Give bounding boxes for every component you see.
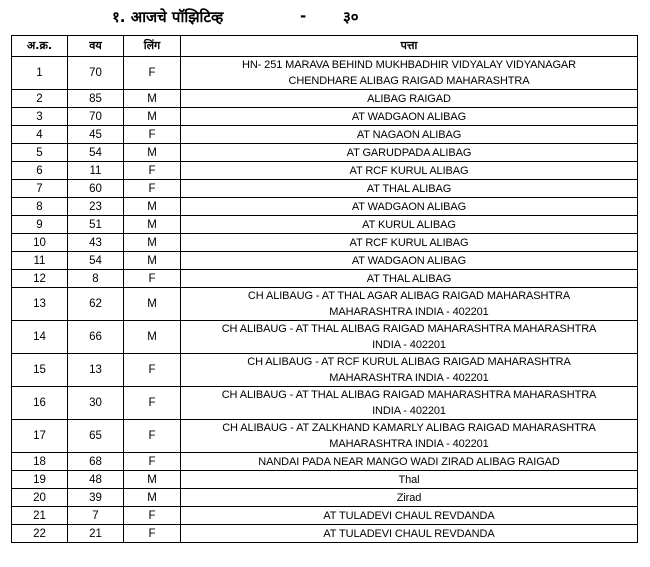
address-line: CH ALIBAUG - AT THAL ALIBAG RAIGAD MAHARASHTRA MAHARASHTRA [221, 323, 597, 335]
cell-address [181, 234, 638, 252]
address-line: ALIBAG RAIGAD [367, 92, 451, 105]
table-row [12, 525, 638, 543]
header-address: पत्ता [181, 36, 638, 57]
table-row [12, 252, 638, 270]
table-row [12, 453, 638, 471]
cell-gender: M [124, 108, 181, 126]
cell-gender: F [124, 162, 181, 180]
cell-gender: M [124, 234, 181, 252]
table-row [12, 471, 638, 489]
header-serial-no: अ.क्र. [12, 36, 68, 57]
cell-address [181, 525, 638, 543]
address-line: MAHARASHTRA INDIA - 402201 [329, 438, 489, 450]
address-line: AT RCF KURUL ALIBAG [349, 164, 469, 177]
heading-count: ३० [343, 8, 359, 26]
cell-gender: F [124, 525, 181, 543]
cell-age: 45 [68, 126, 124, 144]
cell-age: 65 [68, 420, 124, 453]
cell-age: 68 [68, 453, 124, 471]
cell-address [181, 321, 638, 354]
address-line: AT WADGAON ALIBAG [351, 200, 467, 213]
cell-address [181, 288, 638, 321]
cell-gender: F [124, 507, 181, 525]
table-row [12, 420, 638, 453]
cell-age: 54 [68, 144, 124, 162]
table-row [12, 108, 638, 126]
cell-address [181, 108, 638, 126]
table-row [12, 489, 638, 507]
heading-separator: - [300, 7, 307, 25]
heading-title: १. आजचे पॉझिटिव्ह [112, 8, 224, 26]
cell-serial-no: 12 [12, 270, 68, 288]
cell-gender: M [124, 288, 181, 321]
cell-gender: M [124, 216, 181, 234]
cell-age: 11 [68, 162, 124, 180]
table-row [12, 288, 638, 321]
cell-serial-no: 7 [12, 180, 68, 198]
cell-gender: F [124, 180, 181, 198]
table-row [12, 387, 638, 420]
cell-serial-no: 2 [12, 90, 68, 108]
cell-address [181, 216, 638, 234]
cell-age: 48 [68, 471, 124, 489]
cell-age: 30 [68, 387, 124, 420]
cell-address [181, 453, 638, 471]
cell-address [181, 126, 638, 144]
address-line: AT RCF KURUL ALIBAG [349, 236, 469, 249]
cell-address [181, 57, 638, 90]
cell-gender: F [124, 354, 181, 387]
cell-serial-no: 4 [12, 126, 68, 144]
cell-address [181, 354, 638, 387]
address-line: INDIA - 402201 [372, 405, 446, 417]
cell-gender: F [124, 387, 181, 420]
address-line: Thal [398, 473, 420, 486]
address-line: NANDAI PADA NEAR MANGO WADI ZIRAD ALIBAG RAIGAD [258, 455, 560, 468]
cell-age: 54 [68, 252, 124, 270]
table-row [12, 126, 638, 144]
cell-serial-no: 13 [12, 288, 68, 321]
address-line: CHENDHARE ALIBAG RAIGAD MAHARASHTRA [288, 75, 530, 87]
cell-age: 85 [68, 90, 124, 108]
table-header-row [12, 36, 638, 57]
address-line: AT WADGAON ALIBAG [351, 254, 467, 267]
address-line: AT NAGAON ALIBAG [356, 128, 462, 141]
table-row [12, 90, 638, 108]
address-line: AT WADGAON ALIBAG [351, 110, 467, 123]
header-gender: लिंग [124, 36, 181, 57]
cell-address [181, 90, 638, 108]
cell-gender: M [124, 198, 181, 216]
cell-address [181, 252, 638, 270]
cell-serial-no: 22 [12, 525, 68, 543]
cell-age: 62 [68, 288, 124, 321]
address-line: CH ALIBAUG - AT RCF KURUL ALIBAG RAIGAD MAHARASHTRA [247, 356, 571, 368]
cell-serial-no: 14 [12, 321, 68, 354]
cell-serial-no: 17 [12, 420, 68, 453]
address-line: HN- 251 MARAVA BEHIND MUKHBADHIR VIDYALAY VIDYANAGAR [241, 59, 577, 71]
address-line: AT KURUL ALIBAG [362, 218, 456, 231]
cell-age: 51 [68, 216, 124, 234]
cell-serial-no: 9 [12, 216, 68, 234]
cell-serial-no: 8 [12, 198, 68, 216]
cell-serial-no: 11 [12, 252, 68, 270]
cell-address [181, 180, 638, 198]
cell-serial-no: 18 [12, 453, 68, 471]
table-row [12, 354, 638, 387]
address-line: AT TULADEVI CHAUL REVDANDA [323, 509, 495, 522]
cell-age: 8 [68, 270, 124, 288]
positive-cases-table [11, 35, 638, 543]
cell-address [181, 387, 638, 420]
cell-age: 23 [68, 198, 124, 216]
cell-age: 13 [68, 354, 124, 387]
cell-gender: M [124, 471, 181, 489]
cell-gender: M [124, 321, 181, 354]
cell-gender: F [124, 126, 181, 144]
report-heading [0, 4, 650, 30]
cell-gender: F [124, 420, 181, 453]
cell-serial-no: 10 [12, 234, 68, 252]
cell-age: 70 [68, 108, 124, 126]
cell-age: 60 [68, 180, 124, 198]
cell-age: 39 [68, 489, 124, 507]
table-body [12, 57, 638, 543]
header-age: वय [68, 36, 124, 57]
cell-gender: M [124, 90, 181, 108]
cell-serial-no: 15 [12, 354, 68, 387]
cell-address [181, 270, 638, 288]
cell-gender: M [124, 252, 181, 270]
cell-gender: F [124, 270, 181, 288]
address-line: AT TULADEVI CHAUL REVDANDA [323, 527, 495, 540]
cell-gender: M [124, 144, 181, 162]
cell-address [181, 507, 638, 525]
table-row [12, 216, 638, 234]
table-row [12, 198, 638, 216]
cell-address [181, 162, 638, 180]
address-line: MAHARASHTRA INDIA - 402201 [329, 372, 489, 384]
table-row [12, 234, 638, 252]
cell-address [181, 471, 638, 489]
cell-address [181, 420, 638, 453]
cell-address [181, 198, 638, 216]
cell-gender: M [124, 489, 181, 507]
table-row [12, 270, 638, 288]
cell-gender: F [124, 57, 181, 90]
table-row [12, 144, 638, 162]
cell-serial-no: 19 [12, 471, 68, 489]
address-line: AT GARUDPADA ALIBAG [346, 146, 472, 159]
address-line: Zirad [396, 491, 422, 504]
address-line: CH ALIBAUG - AT THAL ALIBAG RAIGAD MAHARASHTRA MAHARASHTRA [221, 389, 597, 401]
cell-serial-no: 16 [12, 387, 68, 420]
address-line: INDIA - 402201 [372, 339, 446, 351]
table-row [12, 162, 638, 180]
address-line: CH ALIBAUG - AT ZALKHAND KAMARLY ALIBAG RAIGAD MAHARASHTRA [222, 422, 596, 434]
cell-age: 7 [68, 507, 124, 525]
table-row [12, 321, 638, 354]
cell-serial-no: 5 [12, 144, 68, 162]
cell-age: 66 [68, 321, 124, 354]
address-line: AT THAL ALIBAG [366, 272, 452, 285]
cell-serial-no: 21 [12, 507, 68, 525]
address-line: AT THAL ALIBAG [366, 182, 452, 195]
cell-age: 21 [68, 525, 124, 543]
cell-age: 43 [68, 234, 124, 252]
cell-address [181, 489, 638, 507]
cell-serial-no: 3 [12, 108, 68, 126]
cell-serial-no: 20 [12, 489, 68, 507]
table-row [12, 180, 638, 198]
table-row [12, 507, 638, 525]
cell-gender: F [124, 453, 181, 471]
cell-age: 70 [68, 57, 124, 90]
address-line: MAHARASHTRA INDIA - 402201 [329, 306, 489, 318]
cell-serial-no: 1 [12, 57, 68, 90]
address-line: CH ALIBAUG - AT THAL AGAR ALIBAG RAIGAD MAHARASHTRA [247, 290, 571, 302]
cell-serial-no: 6 [12, 162, 68, 180]
table-row [12, 57, 638, 90]
cell-address [181, 144, 638, 162]
